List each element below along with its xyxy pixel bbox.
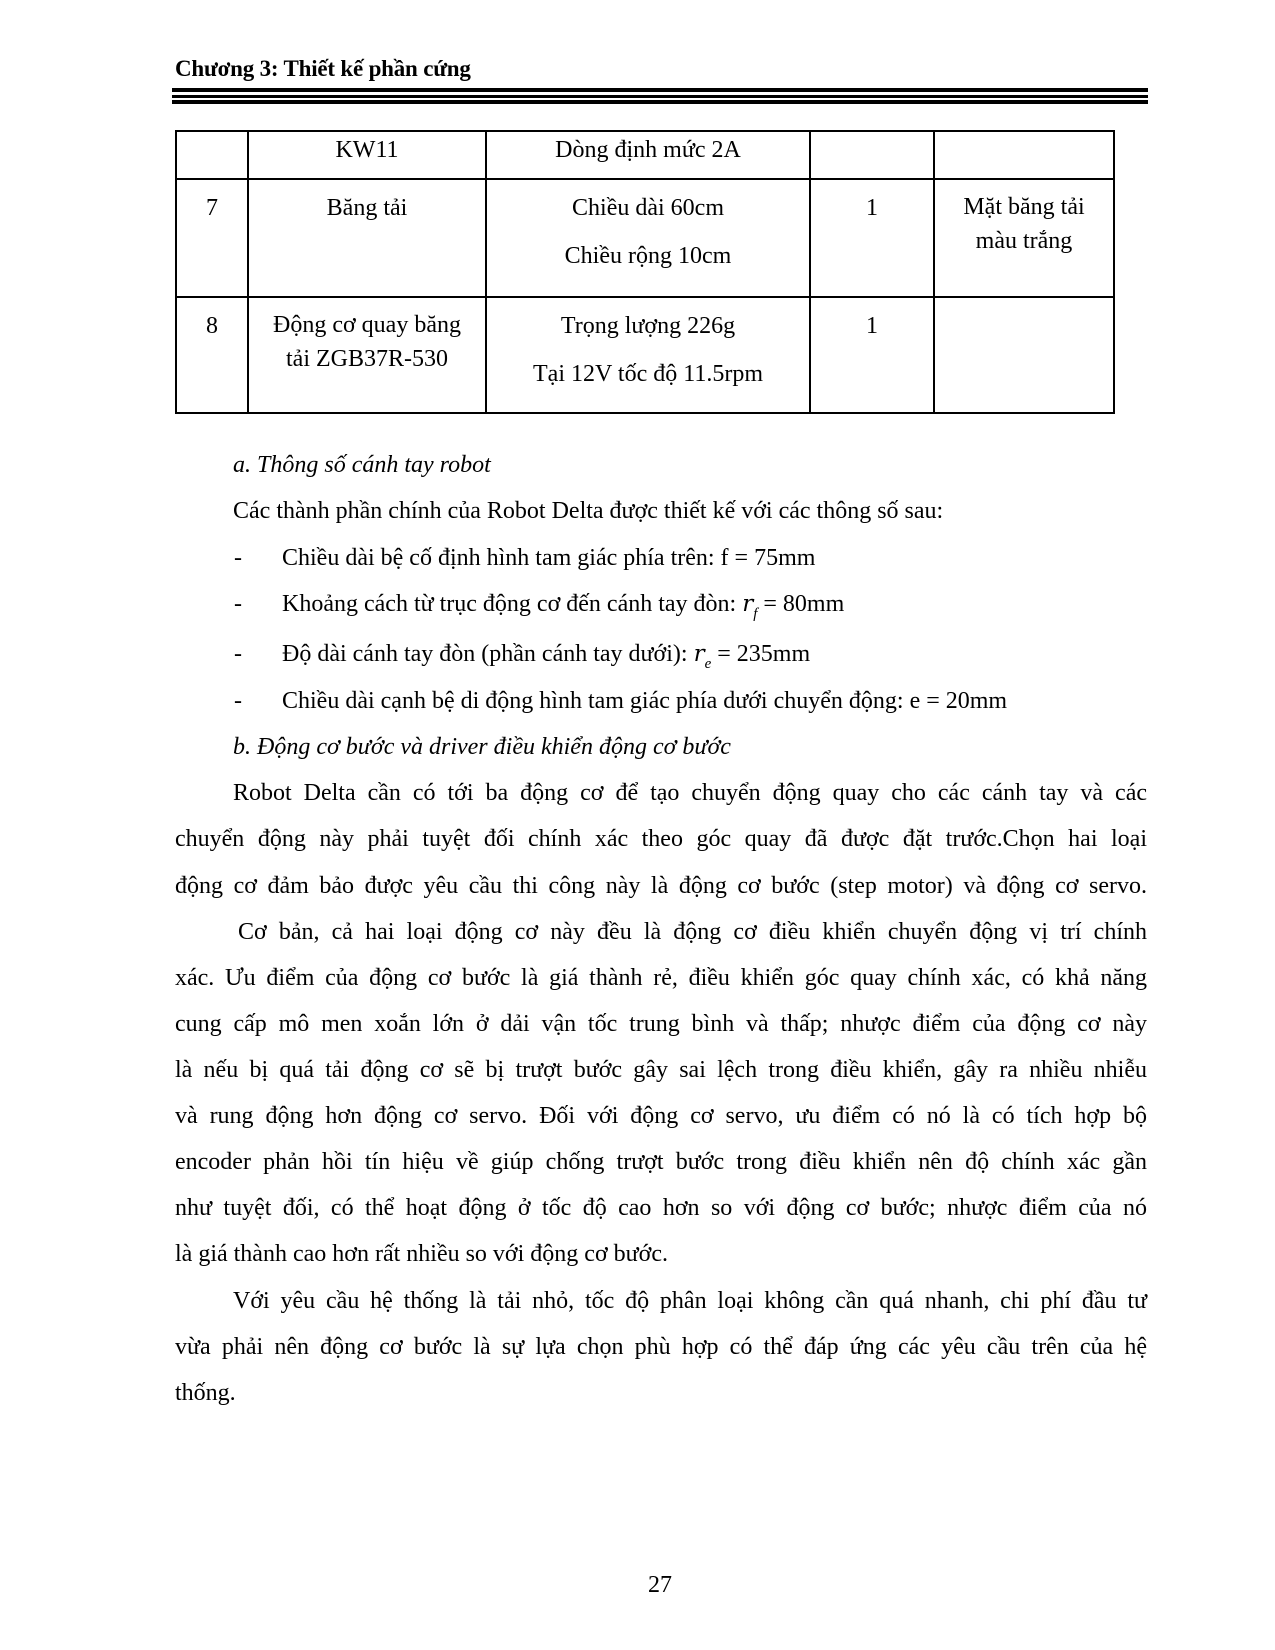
paragraph-line [175, 1334, 1147, 1361]
table-row [176, 297, 1114, 413]
bullet-item [282, 641, 810, 673]
paragraph-text: Cơ bản, cả hai loại động cơ này đều là động cơ điều khiển chuyển động vị trí chính [238, 919, 1147, 945]
paragraph-text: là giá thành cao hơn rất nhiều so với động cơ bước. [175, 1241, 668, 1267]
paragraph-line [233, 1288, 1147, 1315]
header-rule-bottom [172, 100, 1148, 104]
section-heading-b: b. Động cơ bước và driver điều khiển động cơ bước [233, 734, 731, 760]
bullet-dash: - [234, 641, 242, 667]
table-row [176, 179, 1114, 297]
cell-stt [176, 131, 248, 179]
cell-text: màu trắng [975, 228, 1073, 254]
paragraph-line [175, 1103, 1147, 1130]
bullet-item: Chiều dài bệ cố định hình tam giác phía trên: f = 75mm [282, 545, 816, 571]
cell-name [248, 131, 486, 179]
bullet-text: = 80mm [757, 591, 845, 617]
math-variable: r [742, 591, 754, 617]
cell-note [934, 297, 1114, 413]
cell-name [248, 297, 486, 413]
bullet-dash: - [234, 545, 242, 571]
paragraph-line [175, 826, 1147, 853]
bullet-text: Khoảng cách từ trục động cơ đến cánh tay đòn: [282, 591, 743, 617]
bullet-text: Độ dài cánh tay đòn (phần cánh tay dưới): [282, 641, 694, 667]
cell-text: Băng tải [326, 195, 408, 221]
paragraph-text: chuyển động này phải tuyệt đối chính xác theo góc quay đã được đặt trước.Chọn hai loại [175, 826, 1147, 852]
page-number: 27 [648, 1572, 672, 1598]
math-subscript: e [704, 656, 712, 672]
section-heading-a: a. Thông số cánh tay robot [233, 452, 491, 478]
cell-text: Chiều rộng 10cm [564, 243, 732, 269]
table-row [176, 131, 1114, 179]
paragraph-line [175, 1011, 1147, 1038]
math-variable: r [693, 641, 705, 667]
cell-name [248, 179, 486, 297]
cell-text: tải ZGB37R-530 [286, 346, 448, 372]
cell-spec [486, 131, 810, 179]
component-table [175, 130, 1115, 414]
cell-text: Tại 12V tốc độ 11.5rpm [533, 361, 763, 387]
paragraph-text: vừa phải nên động cơ bước là sự lựa chọn phù hợp có thể đáp ứng các yêu cầu trên của hệ [175, 1334, 1147, 1360]
paragraph-text: Robot Delta cần có tới ba động cơ để tạo chuyển động quay cho các cánh tay và các [233, 780, 1147, 806]
paragraph-text: và rung động hơn động cơ servo. Đối với động cơ servo, ưu điểm có nó là có tích hợp bộ [175, 1103, 1147, 1129]
cell-spec [486, 297, 810, 413]
paragraph-line [175, 965, 1147, 992]
cell-note [934, 179, 1114, 297]
paragraph-line [175, 1380, 236, 1407]
paragraph-text: như tuyệt đối, có thể hoạt động ở tốc độ cao hơn so với động cơ bước; nhược điểm của nó [175, 1195, 1147, 1221]
bullet-item [282, 591, 844, 623]
paragraph-line [175, 1057, 1147, 1084]
cell-qty: 1 [810, 179, 934, 297]
paragraph-text: encoder phản hồi tín hiệu về giúp chống trượt bước trong điều khiển nên độ chính xác gần [175, 1149, 1147, 1175]
cell-text: Mặt băng tải [963, 194, 1085, 220]
cell-stt: 8 [176, 297, 248, 413]
bullet-dash: - [234, 688, 242, 714]
paragraph-line [238, 919, 1147, 946]
paragraph-text: cung cấp mô men xoắn lớn ở dải vận tốc trung bình và thấp; nhược điểm của động cơ này [175, 1011, 1147, 1037]
cell-qty [810, 131, 934, 179]
bullet-dash: - [234, 591, 242, 617]
cell-stt: 7 [176, 179, 248, 297]
paragraph-line [175, 1195, 1147, 1222]
header-rule-top [172, 88, 1148, 92]
paragraph-text: Với yêu cầu hệ thống là tải nhỏ, tốc độ phân loại không cần quá nhanh, chi phí đầu tư [233, 1288, 1147, 1314]
cell-text: Động cơ quay băng [273, 312, 461, 338]
cell-spec [486, 179, 810, 297]
cell-text: Dòng định mức 2A [555, 137, 741, 163]
paragraph-line [175, 873, 1147, 900]
paragraph-text: thống. [175, 1380, 236, 1406]
math-subscript: f [753, 606, 758, 622]
bullet-text: = 235mm [711, 641, 811, 667]
paragraph-line [233, 780, 1147, 807]
cell-text: Trọng lượng 226g [560, 313, 736, 339]
bullet-item: Chiều dài cạnh bệ di động hình tam giác phía dưới chuyển động: e = 20mm [282, 688, 1008, 714]
cell-text: KW11 [335, 137, 399, 163]
paragraph-text: động cơ đảm bảo được yêu cầu thi công này là động cơ bước (step motor) và động cơ servo. [175, 873, 1147, 899]
paragraph-line [175, 1241, 668, 1268]
header-rule-middle [172, 95, 1148, 98]
section-a-intro: Các thành phần chính của Robot Delta được thiết kế với các thông số sau: [233, 498, 944, 524]
paragraph-text: xác. Ưu điểm của động cơ bước là giá thành rẻ, điều khiển góc quay chính xác, có khả năng [175, 965, 1147, 991]
chapter-header: Chương 3: Thiết kế phần cứng [175, 56, 471, 81]
cell-qty: 1 [810, 297, 934, 413]
paragraph-line [175, 1149, 1147, 1176]
cell-note [934, 131, 1114, 179]
cell-text: Chiều dài 60cm [572, 195, 724, 221]
paragraph-text: là nếu bị quá tải động cơ sẽ bị trượt bước gây sai lệch trong điều khiển, gây ra nhiều nhiễu [175, 1057, 1147, 1083]
